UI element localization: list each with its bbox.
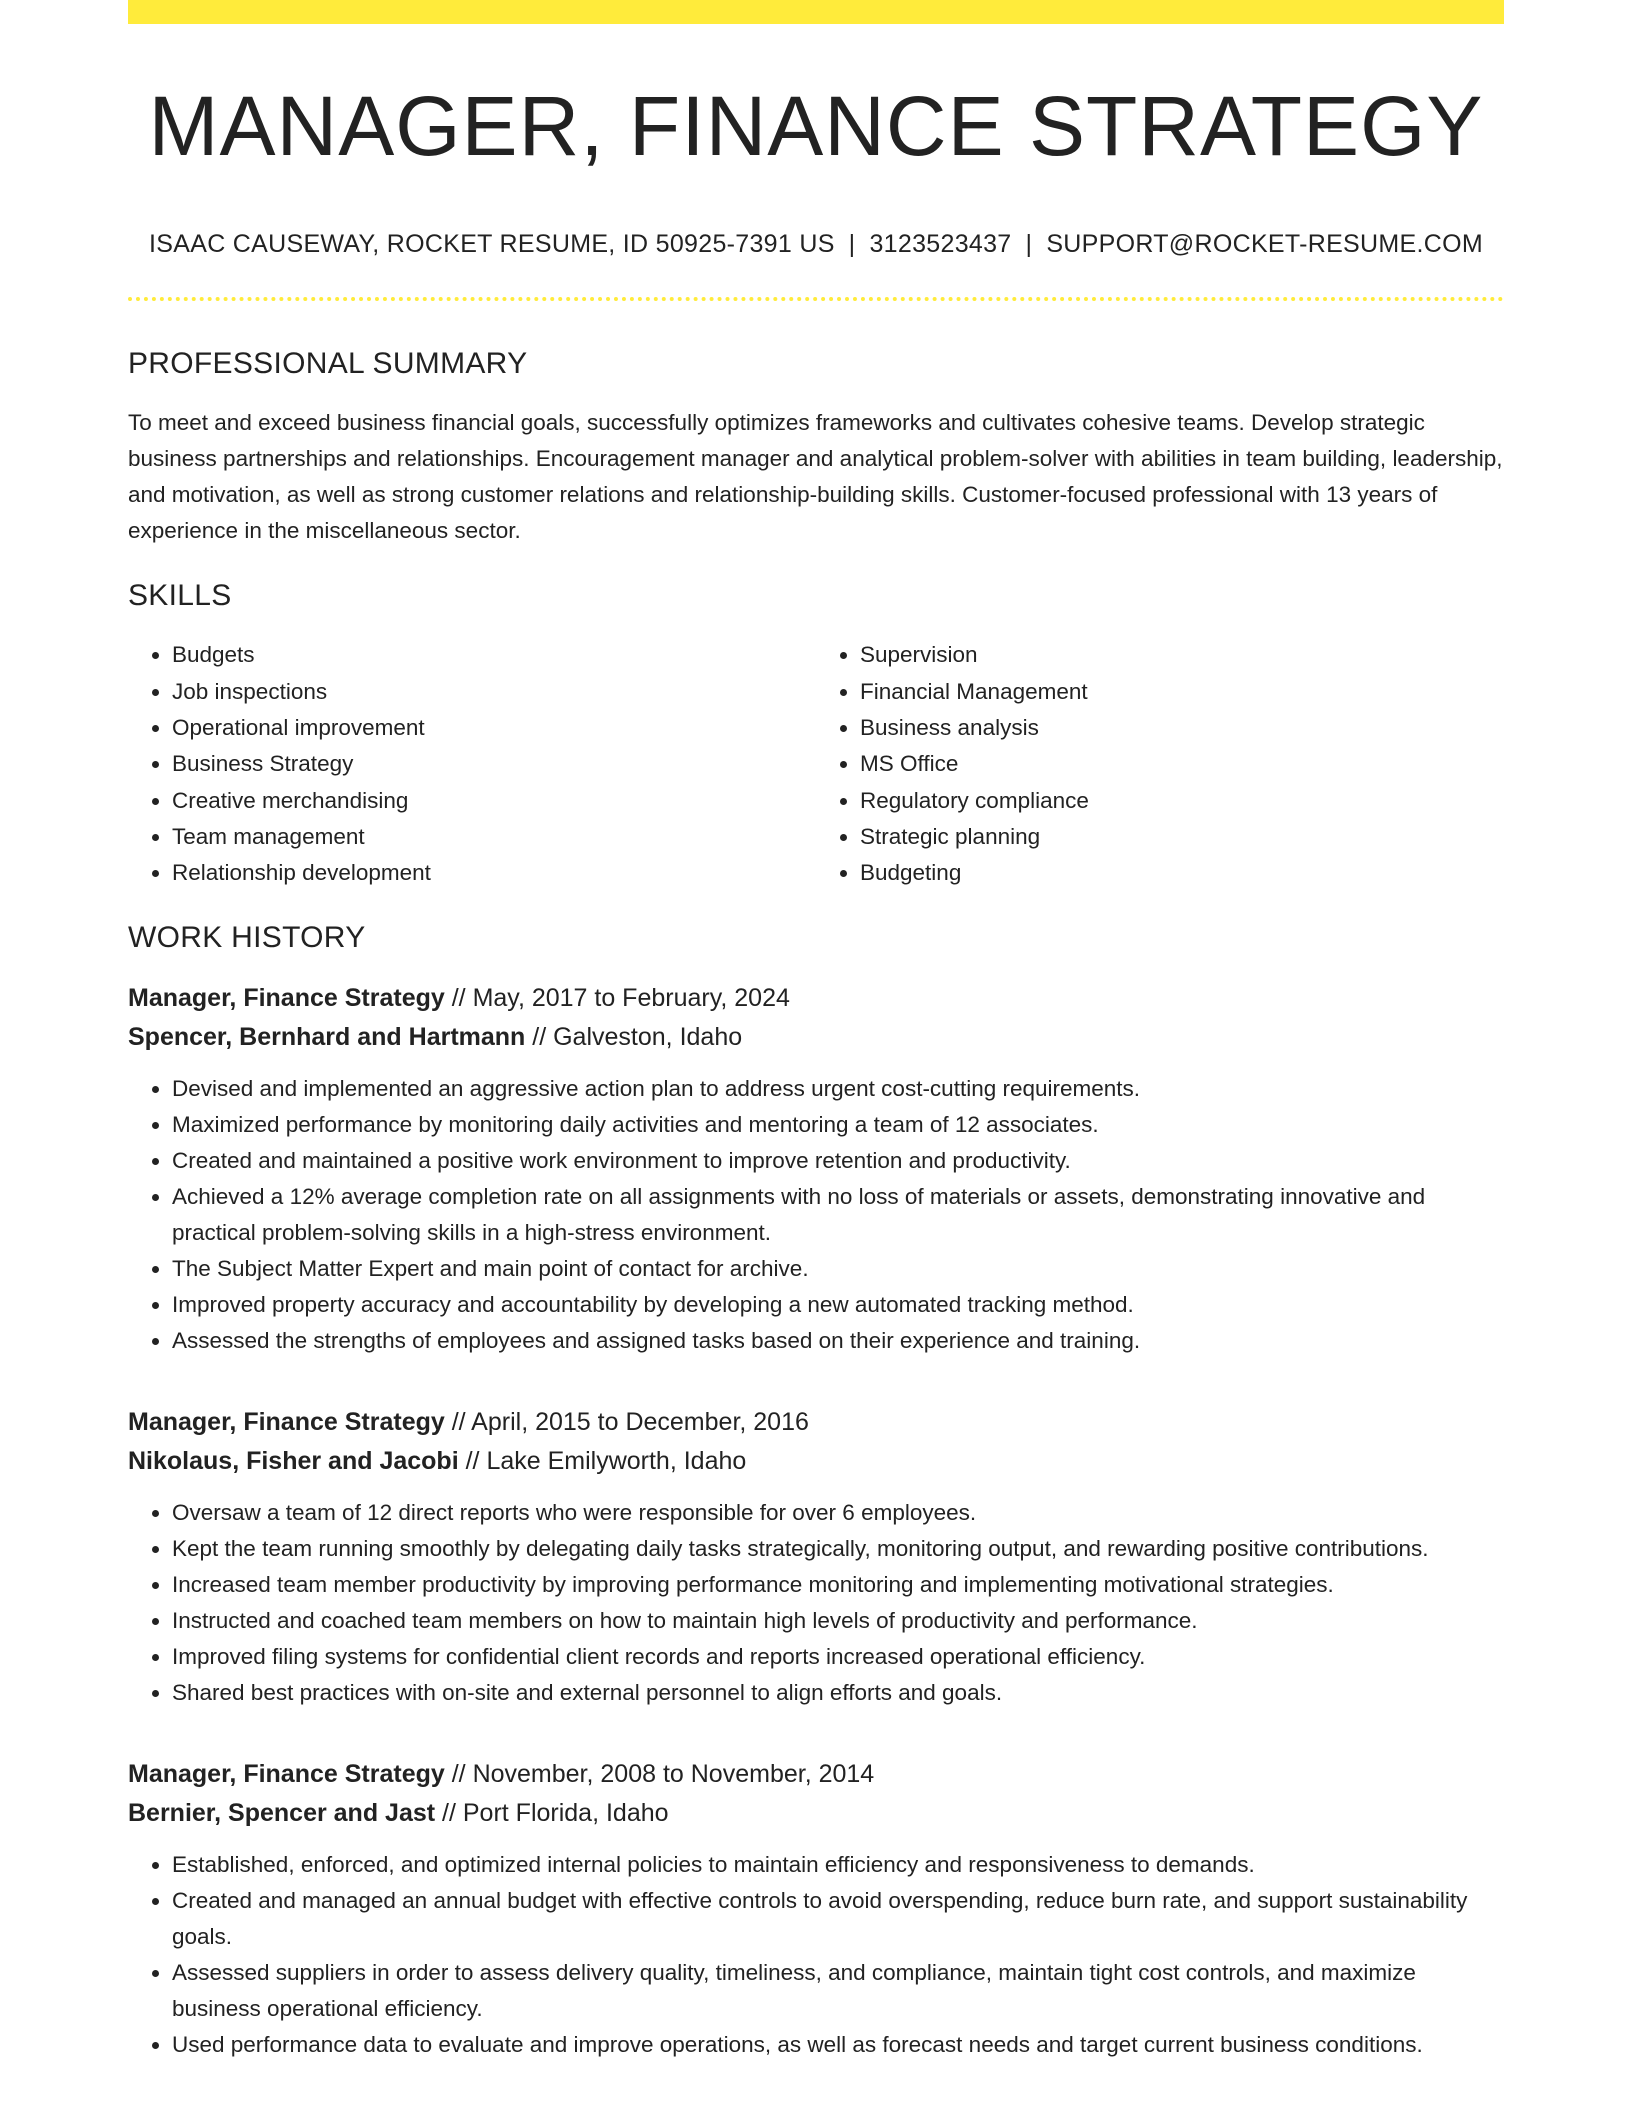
- skill-item: • Business Strategy: [172, 746, 816, 782]
- job-bullet: • Assessed the strengths of employees and assigned tasks based on their experience and training.: [172, 1323, 1504, 1359]
- job-company: Spencer, Bernhard and Hartmann: [128, 1023, 526, 1052]
- job-bullet: • Oversaw a team of 12 direct reports who were responsible for over 6 employees.: [172, 1495, 1504, 1531]
- job-bullet: • Devised and implemented an aggressive action plan to address urgent cost-cutting requirements.: [172, 1071, 1504, 1107]
- job-company: Bernier, Spencer and Jast: [128, 1799, 436, 1828]
- job-bullet: • Created and managed an annual budget with effective controls to avoid overspending, reduce burn rate, and support sustainability goals.: [172, 1883, 1504, 1955]
- skills-column-left: [128, 637, 816, 891]
- skill-item: • Budgets: [172, 637, 816, 673]
- skill-item: • Team management: [172, 819, 816, 855]
- skill-item: • Job inspections: [172, 674, 816, 710]
- job-bullet: • Shared best practices with on-site and external personnel to align efforts and goals.: [172, 1675, 1504, 1711]
- job-dates: // May, 2017 to February, 2024: [444, 984, 790, 1013]
- job-location: // Lake Emilyworth, Idaho: [458, 1447, 747, 1476]
- contact-email[interactable]: SUPPORT@ROCKET-RESUME.COM: [1046, 230, 1483, 259]
- job-company: Nikolaus, Fisher and Jacobi: [128, 1447, 459, 1476]
- work-history: [128, 979, 1504, 2063]
- job-title-line: [128, 1755, 1504, 1794]
- resume-title: MANAGER, FINANCE STRATEGY: [148, 79, 1484, 173]
- skill-item: • Strategic planning: [860, 819, 1504, 855]
- job-company-line: [128, 1442, 1504, 1481]
- contact-separator: |: [848, 230, 856, 259]
- job-dates: // November, 2008 to November, 2014: [444, 1760, 875, 1789]
- job-bullets: [128, 1071, 1504, 1359]
- job-location: // Galveston, Idaho: [525, 1023, 743, 1052]
- job-bullet: • The Subject Matter Expert and main point of contact for archive.: [172, 1251, 1504, 1287]
- skill-item: • Operational improvement: [172, 710, 816, 746]
- job-bullet: • Achieved a 12% average completion rate on all assignments with no loss of materials or assets, demonstrating innovative and practical problem-solving skills in a high-stress environment.: [172, 1179, 1504, 1251]
- job-bullet: • Maximized performance by monitoring daily activities and mentoring a team of 12 associates.: [172, 1107, 1504, 1143]
- job-bullet: • Improved property accuracy and accountability by developing a new automated tracking method.: [172, 1287, 1504, 1323]
- job-bullets: [128, 1495, 1504, 1711]
- skill-item: • Budgeting: [860, 855, 1504, 891]
- accent-bar: [128, 0, 1504, 24]
- job-bullet: • Created and maintained a positive work environment to improve retention and productivity.: [172, 1143, 1504, 1179]
- job-title-line: [128, 979, 1504, 1018]
- job-entry: [128, 979, 1504, 1359]
- skill-item: • Business analysis: [860, 710, 1504, 746]
- skill-item: • MS Office: [860, 746, 1504, 782]
- job-bullet: • Established, enforced, and optimized internal policies to maintain efficiency and responsiveness to demands.: [172, 1847, 1504, 1883]
- job-entry: [128, 1755, 1504, 2063]
- skill-item: • Creative merchandising: [172, 783, 816, 819]
- skills-column-right: [816, 637, 1504, 891]
- contact-phone[interactable]: 3123523437: [869, 230, 1012, 259]
- job-title-line: [128, 1403, 1504, 1442]
- skill-item: • Supervision: [860, 637, 1504, 673]
- skills-list: [128, 637, 1504, 891]
- job-bullet: • Increased team member productivity by improving performance monitoring and implementing motivational strategies.: [172, 1567, 1504, 1603]
- job-location: // Port Florida, Idaho: [435, 1799, 669, 1828]
- skill-item: • Financial Management: [860, 674, 1504, 710]
- job-entry: [128, 1403, 1504, 1711]
- skill-item: • Regulatory compliance: [860, 783, 1504, 819]
- job-company-line: [128, 1018, 1504, 1057]
- skill-item: • Relationship development: [172, 855, 816, 891]
- dotted-divider: [128, 297, 1504, 301]
- job-title: Manager, Finance Strategy: [128, 1760, 445, 1789]
- job-bullet: • Assessed suppliers in order to assess delivery quality, timeliness, and compliance, maintain tight cost controls, and maximize business operational efficiency.: [172, 1955, 1504, 2027]
- job-bullet: • Improved filing systems for confidential client records and reports increased operational efficiency.: [172, 1639, 1504, 1675]
- job-dates: // April, 2015 to December, 2016: [444, 1408, 809, 1437]
- summary-text: To meet and exceed business financial goals, successfully optimizes frameworks and cultivates cohesive teams. Develop strategic business partnerships and relationships. Encouragement manager and analytical problem-solver with abilities in team building, leadership, and motivation, as well as strong customer relations and relationship-building skills. Customer-focused professional with 13 years of experience in the miscellaneous sector.: [128, 410, 1503, 544]
- skills-heading: SKILLS: [128, 579, 232, 613]
- job-bullet: • Instructed and coached team members on how to maintain high levels of productivity and performance.: [172, 1603, 1504, 1639]
- job-title: Manager, Finance Strategy: [128, 1408, 445, 1437]
- job-bullets: [128, 1847, 1504, 2063]
- job-company-line: [128, 1794, 1504, 1833]
- contact-separator: |: [1025, 230, 1033, 259]
- contact-address: ISAAC CAUSEWAY, ROCKET RESUME, ID 50925-7391 US: [149, 230, 835, 259]
- job-title: Manager, Finance Strategy: [128, 984, 445, 1013]
- resume-page: [128, 0, 1504, 2063]
- job-bullet: • Used performance data to evaluate and improve operations, as well as forecast needs and target current business conditions.: [172, 2027, 1504, 2063]
- work-history-heading: WORK HISTORY: [128, 921, 366, 955]
- summary-heading: PROFESSIONAL SUMMARY: [128, 347, 528, 381]
- job-bullet: • Kept the team running smoothly by delegating daily tasks strategically, monitoring output, and rewarding positive contributions.: [172, 1531, 1504, 1567]
- contact-line: [128, 230, 1504, 259]
